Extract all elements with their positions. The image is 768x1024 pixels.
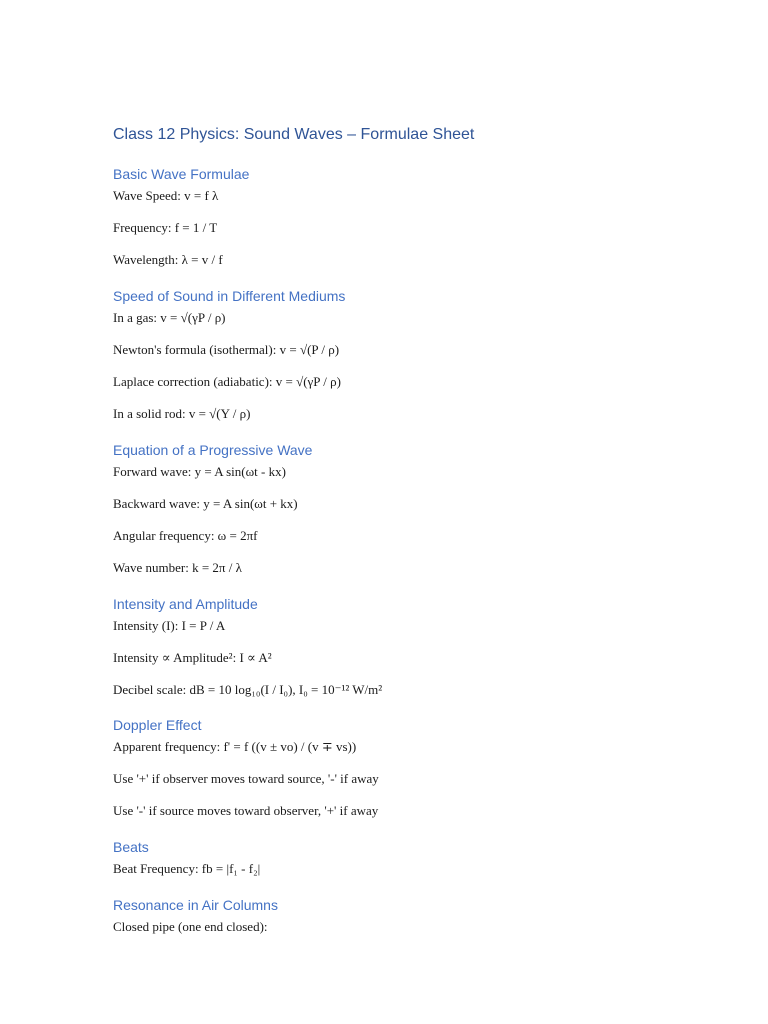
formula-line: Use '+' if observer moves toward source, '-' if away <box>113 771 379 786</box>
formula-line: In a gas: v = √(γP / ρ) <box>113 310 226 325</box>
section-progressive-wave <box>113 438 713 578</box>
document-page <box>113 122 713 937</box>
formula-line: Use '-' if source moves toward observer, '+' if away <box>113 803 379 818</box>
section-heading: Basic Wave Formulae <box>113 166 250 182</box>
section-heading: Equation of a Progressive Wave <box>113 442 313 458</box>
formula-line: Angular frequency: ω = 2πf <box>113 528 258 543</box>
section-heading: Doppler Effect <box>113 717 202 733</box>
section-doppler-effect <box>113 713 713 821</box>
formula-line: Newton's formula (isothermal): v = √(P / ρ) <box>113 342 340 357</box>
section-basic-wave-formulae <box>113 162 713 270</box>
formula-line: Intensity (I): I = P / A <box>113 618 226 633</box>
formula-line: Apparent frequency: f' = f ((v ± vo) / (v ∓ vs)) <box>113 739 357 754</box>
section-heading: Speed of Sound in Different Mediums <box>113 288 346 304</box>
formula-line: Wavelength: λ = v / f <box>113 252 223 267</box>
section-heading: Beats <box>113 839 149 855</box>
formula-line: Frequency: f = 1 / T <box>113 220 218 235</box>
formula-line: Backward wave: y = A sin(ωt + kx) <box>113 496 298 511</box>
section-heading: Intensity and Amplitude <box>113 596 258 612</box>
formula-line: In a solid rod: v = √(Y / ρ) <box>113 406 251 421</box>
formula-line: Forward wave: y = A sin(ωt - kx) <box>113 464 286 479</box>
formula-line: Wave number: k = 2π / λ <box>113 560 242 575</box>
formula-line: Decibel scale: dB = 10 log₁₀(I / I₀), I₀ = 10⁻¹² W/m² <box>113 682 383 697</box>
formula-line: Laplace correction (adiabatic): v = √(γP / ρ) <box>113 374 341 389</box>
formula-line: Beat Frequency: fb = |f₁ - f₂| <box>113 861 261 876</box>
formula-line: Closed pipe (one end closed): <box>113 919 268 934</box>
section-resonance-air-columns <box>113 893 713 937</box>
document-title: Class 12 Physics: Sound Waves – Formulae Sheet <box>113 126 475 143</box>
section-heading: Resonance in Air Columns <box>113 897 278 913</box>
formula-line: Intensity ∝ Amplitude²: I ∝ A² <box>113 650 272 665</box>
formula-line: Wave Speed: v = f λ <box>113 188 219 203</box>
section-intensity-amplitude <box>113 592 713 700</box>
section-speed-of-sound <box>113 284 713 424</box>
section-beats <box>113 835 713 879</box>
